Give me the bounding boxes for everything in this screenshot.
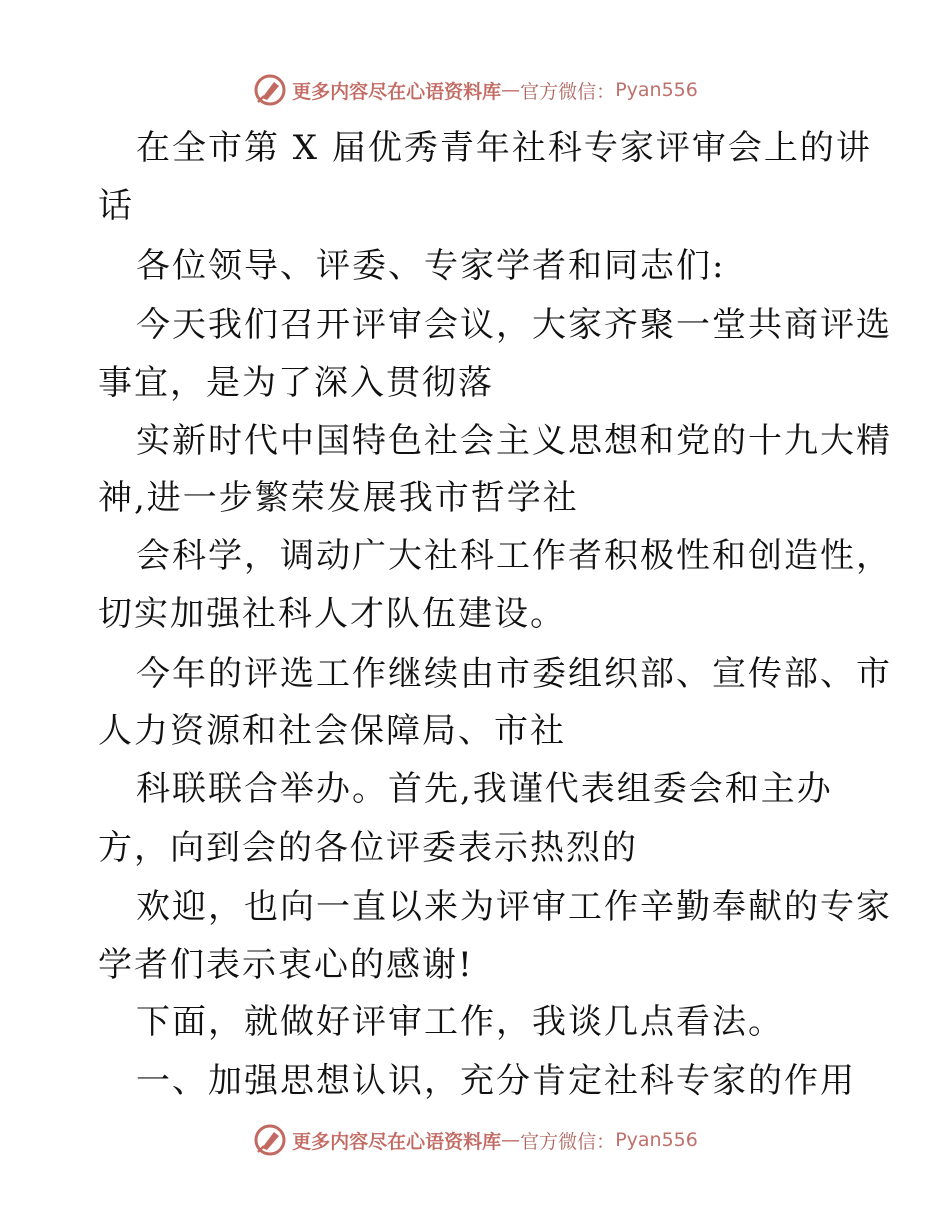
salutation-line: 各位领导、评委、专家学者和同志们: — [136, 246, 726, 286]
paragraph-line: 实新时代中国特色社会主义思想和党的十九大精 — [136, 421, 892, 461]
paragraph-line: 今年的评选工作继续由市委组织部、宣传部、市 — [136, 654, 892, 694]
paragraph-line: 人力资源和社会保障局、市社 — [98, 711, 566, 751]
paragraph-line: 事宜，是为了深入贯彻落 — [98, 363, 494, 403]
watermark-separator: — — [501, 79, 521, 101]
paragraph-line: 切实加强社科人才队伍建设。 — [98, 594, 566, 634]
document-title-line-1: 在全市第 X 届优秀青年社科专家评审会上的讲 — [136, 128, 872, 168]
paragraph-line: 下面，就做好评审工作，我谈几点看法。 — [136, 1002, 784, 1042]
watermark-main-text: 更多内容尽在心语资料库 — [292, 80, 502, 103]
paragraph-line: 学者们表示衷心的感谢! — [98, 945, 474, 985]
section-heading-1: 一、加强思想认识，充分肯定社科专家的作用 — [136, 1061, 856, 1101]
watermark-wechat-id: Pyan556 — [615, 1129, 698, 1151]
header-watermark — [0, 70, 950, 110]
watermark-wechat-id: Pyan556 — [615, 79, 698, 101]
pen-nib-circle-icon — [252, 72, 288, 108]
paragraph-line: 神,进一步繁荣发展我市哲学社 — [98, 478, 579, 518]
paragraph-line: 今天我们召开评审会议，大家齐聚一堂共商评选 — [136, 305, 892, 345]
paragraph-line: 会科学，调动广大社科工作者积极性和创造性， — [136, 536, 892, 576]
paragraph-line: 方，向到会的各位评委表示热烈的 — [98, 828, 638, 868]
watermark-official-label: 官方微信： — [520, 80, 616, 103]
paragraph-line: 科联联合举办。首先,我谨代表组委会和主办 — [136, 769, 833, 809]
watermark-main-text: 更多内容尽在心语资料库 — [292, 1130, 502, 1153]
watermark-official-label: 官方微信： — [520, 1130, 616, 1153]
footer-watermark — [0, 1120, 950, 1160]
watermark-separator: — — [501, 1129, 521, 1151]
document-title-line-2: 话 — [98, 186, 134, 226]
pen-nib-circle-icon — [252, 1122, 288, 1158]
paragraph-line: 欢迎，也向一直以来为评审工作辛勤奉献的专家 — [136, 887, 892, 927]
